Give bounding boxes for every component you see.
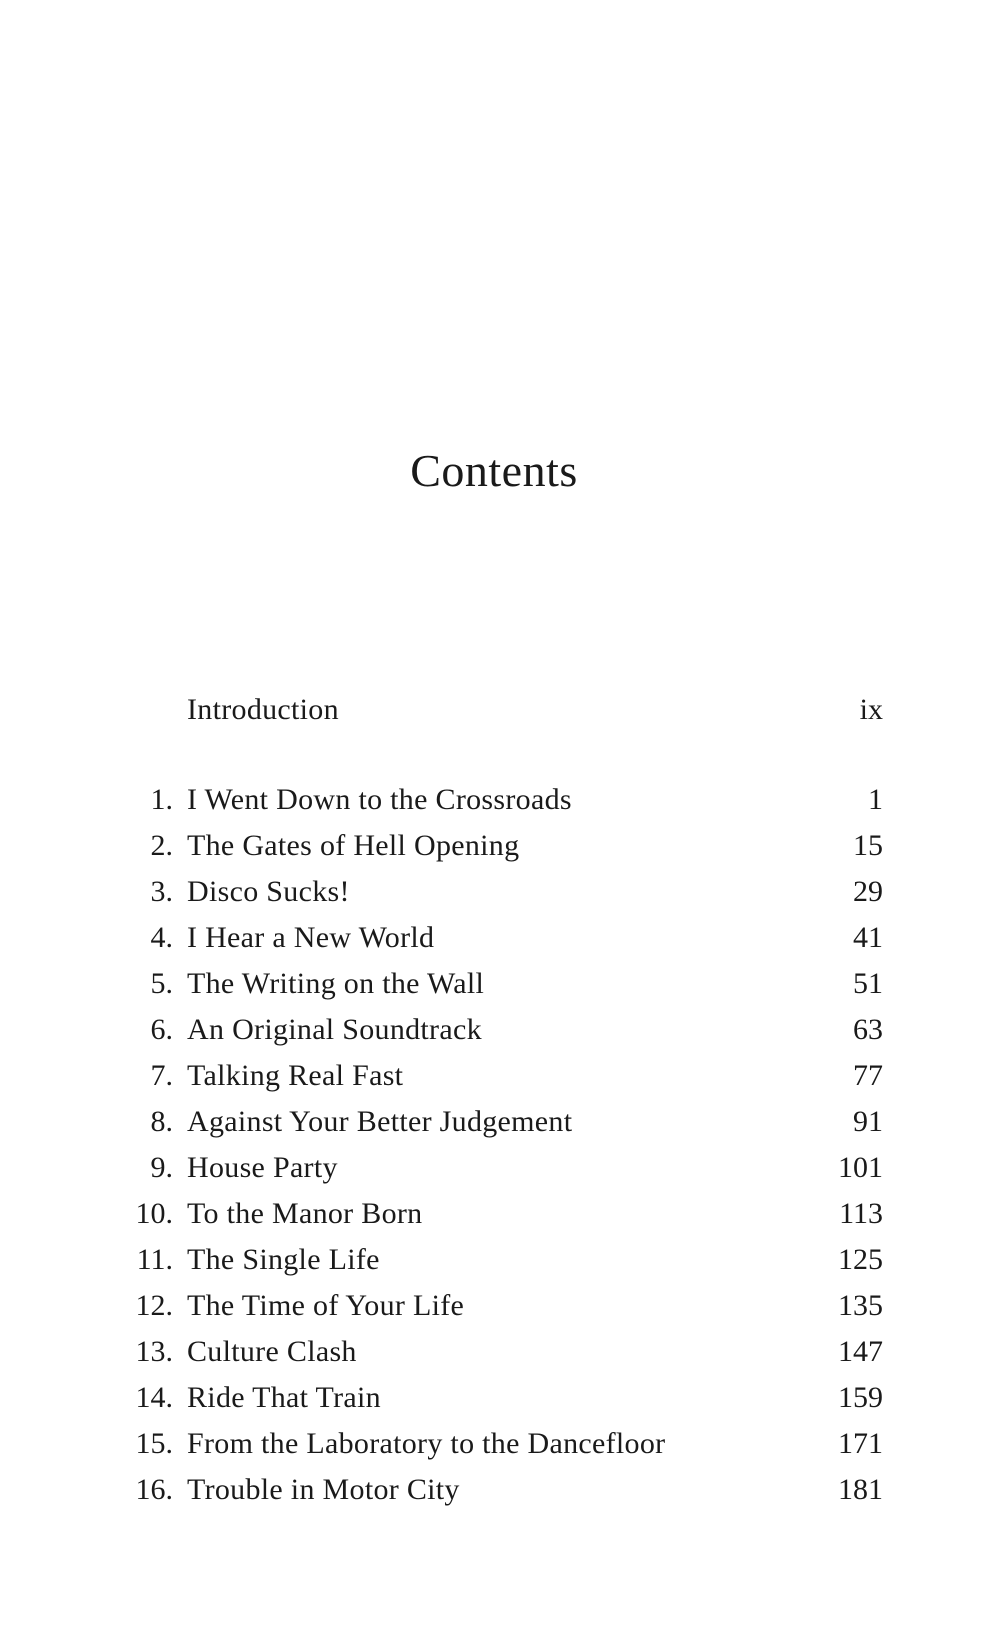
toc-entry-title: The Time of Your Life (187, 1289, 465, 1322)
toc-entry-number: 9. (150, 1151, 173, 1184)
toc-entry-page: 101 (838, 1151, 883, 1184)
toc-entry (0, 1237, 988, 1283)
page-title: Contents (410, 445, 578, 496)
toc-entry-number: 14. (135, 1381, 173, 1414)
toc-entry-title: The Gates of Hell Opening (187, 829, 520, 862)
toc-entry-number: 3. (150, 875, 173, 908)
toc-entry-title: Culture Clash (187, 1335, 357, 1368)
toc-entry-number: 16. (135, 1473, 173, 1506)
toc-entry-page: 1 (868, 783, 883, 816)
toc-entry-page: 159 (838, 1381, 883, 1414)
toc-entry-title: From the Laboratory to the Dancefloor (187, 1427, 666, 1460)
toc-entry-introduction (0, 687, 988, 733)
toc-entry (0, 1053, 988, 1099)
toc-entry-number: 15. (135, 1427, 173, 1460)
toc-entry-number: 8. (150, 1105, 173, 1138)
toc-entry (0, 869, 988, 915)
toc-entry-number: 4. (150, 921, 173, 954)
toc-entry (0, 1099, 988, 1145)
toc-entry-title: Disco Sucks! (187, 875, 350, 908)
toc-entry-title: House Party (187, 1151, 338, 1184)
toc-entry-title: I Went Down to the Crossroads (187, 783, 572, 816)
toc-chapter-list (0, 777, 988, 1517)
toc-entry (0, 1283, 988, 1329)
toc-entry (0, 1467, 988, 1513)
toc-entry-title: An Original Soundtrack (187, 1013, 482, 1046)
toc-entry-page: 77 (853, 1059, 883, 1092)
toc-entry (0, 1191, 988, 1237)
toc-entry-page: 125 (838, 1243, 883, 1276)
toc-entry-title: Ride That Train (187, 1381, 381, 1414)
toc-entry-title: I Hear a New World (187, 921, 435, 954)
toc-entry-number: 13. (135, 1335, 173, 1368)
toc-entry-page: 63 (853, 1013, 883, 1046)
toc-entry-number: 2. (150, 829, 173, 862)
toc-entry-number: 1. (150, 783, 173, 816)
toc-entry-number: 12. (135, 1289, 173, 1322)
toc-entry (0, 1375, 988, 1421)
toc-entry-page: 171 (838, 1427, 883, 1460)
toc-entry-page: 181 (838, 1473, 883, 1506)
toc-entry (0, 961, 988, 1007)
toc-entry-number: 6. (150, 1013, 173, 1046)
toc-entry-title: Talking Real Fast (187, 1059, 404, 1092)
toc-entry-page: 91 (853, 1105, 883, 1138)
toc-entry-title: Against Your Better Judgement (187, 1105, 573, 1138)
toc-entry (0, 1329, 988, 1375)
toc-entry-page: 147 (838, 1335, 883, 1368)
toc-entry (0, 1007, 988, 1053)
toc-entry (0, 1421, 988, 1467)
toc-entry-page: 113 (839, 1197, 883, 1230)
toc-entry-number: 5. (150, 967, 173, 1000)
toc-entry (0, 915, 988, 961)
toc-entry-page: 29 (853, 875, 883, 908)
toc-entry-title: Trouble in Motor City (187, 1473, 460, 1506)
toc-entry (0, 777, 988, 823)
toc-entry-title: To the Manor Born (187, 1197, 423, 1230)
toc-entry-page: 51 (853, 967, 883, 1000)
toc-entry-number: 10. (135, 1197, 173, 1230)
toc-entry-number: 11. (136, 1243, 173, 1276)
toc-entry-number: 7. (150, 1059, 173, 1092)
toc-entry (0, 823, 988, 869)
toc-entry-page: 15 (853, 829, 883, 862)
toc-entry-page: 41 (853, 921, 883, 954)
toc-entry-title: Introduction (187, 693, 339, 726)
toc-entry-title: The Writing on the Wall (187, 967, 485, 1000)
toc-entry-page: 135 (838, 1289, 883, 1322)
toc-entry-page: ix (859, 693, 883, 726)
toc-entry-title: The Single Life (187, 1243, 380, 1276)
toc-entry (0, 1145, 988, 1191)
